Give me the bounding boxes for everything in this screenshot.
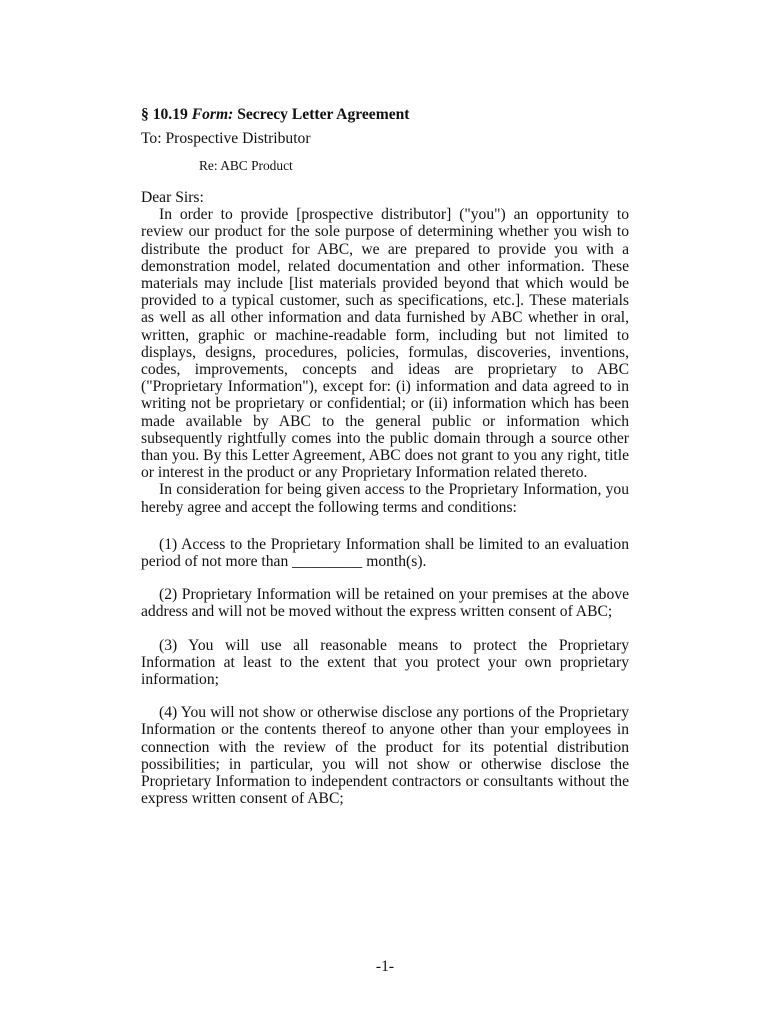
salutation: Dear Sirs: <box>141 189 204 206</box>
form-label: Form: <box>191 106 234 123</box>
to-line: To: Prospective Distributor <box>141 130 311 147</box>
term-item-3: (3) You will use all reasonable means to protect the Proprietary Information at least to the extent that you protect your own proprietary information; <box>141 636 629 689</box>
document-page <box>141 106 629 808</box>
body-paragraph-1: In order to provide [prospective distributor] ("you") an opportunity to review our product for the sole purpose of determining whether you wish to distribute the product for ABC, we are prepared to provide you with a demonstration model, related documentation and other information. These materials may include [list materials provided beyond that which would be provided to a typical customer, such as specifications, etc.]. These materials as well as all other information and data furnished by ABC whether in oral, written, graphic or machine-readable form, including but not limited to displays, designs, procedures, policies, formulas, discoveries, inventions, codes, improvements, concepts and ideas are proprietary to ABC ("Proprietary Information"), except for: (i) information and data agreed to in writing not be proprietary or confidential; or (ii) information which has been made available by ABC to the general public or information which subsequently rightfully comes into the public domain through a source other than you. By this Letter Agreement, ABC does not grant to you any right, title or interest in the product or any Proprietary Information related thereto. <box>141 206 629 482</box>
term-item-4: (4) You will not show or otherwise disclose any portions of the Proprietary Information or the contents thereof to anyone other than your employees in connection with the review of the product for its potential distribution possibilities; in particular, you will not show or otherwise disclose the Proprietary Information to independent contractors or consultants without the express written consent of ABC; <box>141 704 629 808</box>
term-item-2: (2) Proprietary Information will be retained on your premises at the above address and will not be moved without the express written consent of ABC; <box>141 586 629 621</box>
body-paragraph-2: In consideration for being given access to the Proprietary Information, you hereby agree and accept the following terms and conditions: <box>141 481 629 516</box>
page-number: -1- <box>375 958 395 975</box>
document-heading <box>141 106 629 124</box>
re-line: Re: ABC Product <box>199 158 293 173</box>
section-number: § 10.19 <box>141 106 188 123</box>
term-item-1: (1) Access to the Proprietary Information shall be limited to an evaluation period of not more than _________ month(s). <box>141 535 629 571</box>
document-title: Secrecy Letter Agreement <box>237 106 410 123</box>
